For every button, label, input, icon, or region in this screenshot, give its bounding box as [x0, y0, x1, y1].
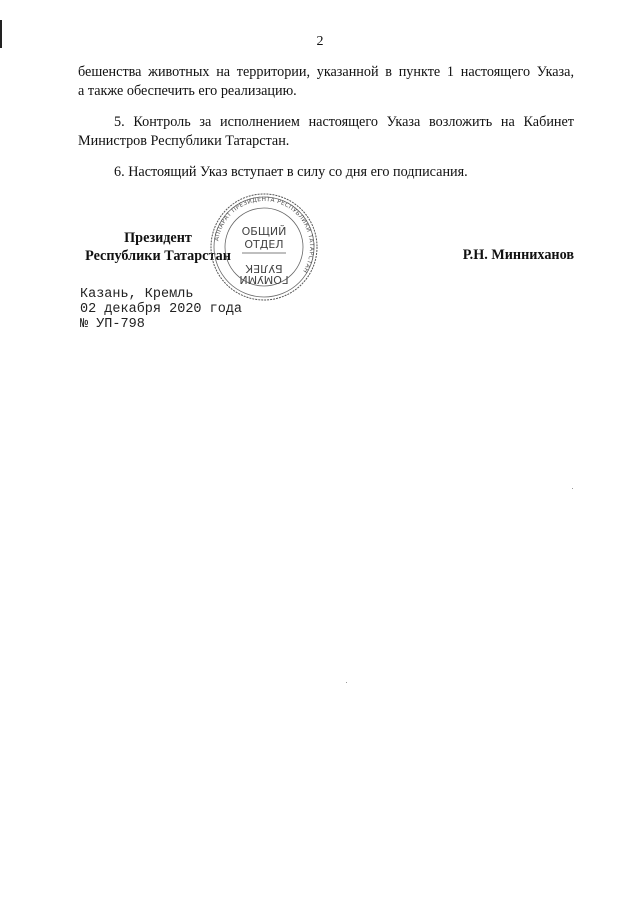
signatory-name: Р.Н. Минниханов — [462, 247, 574, 263]
paragraph-line: Министров Республики Татарстан. — [78, 133, 290, 149]
signatory-title-line: Республики Татарстан — [85, 248, 231, 264]
signatory-title-line: Президент — [124, 230, 192, 246]
scan-speck — [346, 682, 347, 683]
svg-text:БУЛЕК: БУЛЕК — [245, 262, 283, 275]
paragraph-line: бешенства животных на территории, указанной в пункте 1 настоящего Указа, — [78, 64, 574, 80]
official-seal-stamp — [199, 193, 329, 301]
paragraph-line: 6. Настоящий Указ вступает в силу со дня его подписания. — [114, 164, 468, 180]
svg-text:ОТДЕЛ: ОТДЕЛ — [244, 238, 284, 251]
paragraph-line: 5. Контроль за исполнением настоящего Указа возложить на Кабинет — [114, 114, 574, 130]
svg-text:ГОМУМИ: ГОМУМИ — [239, 273, 289, 286]
date-line: 02 декабря 2020 года — [80, 302, 243, 317]
paragraph-5 — [78, 113, 574, 151]
paragraph-line: а также обеспечить его реализацию. — [78, 83, 297, 99]
paragraph-4-continuation — [78, 63, 574, 101]
svg-text:АППАРАТ ПРЕЗИДЕНТА РЕСПУБЛИКИ: АППАРАТ ПРЕЗИДЕНТА РЕСПУБЛИКИ ТАТАРСТАН — [213, 195, 316, 275]
page-number: 2 — [316, 34, 324, 49]
scan-speck — [572, 488, 573, 489]
place-date-block — [80, 287, 242, 332]
paragraph-6 — [78, 163, 574, 182]
svg-text:ОБЩИЙ: ОБЩИЙ — [241, 225, 287, 238]
place-line: Казань, Кремль — [80, 287, 194, 302]
document-number-line: № УП-798 — [80, 317, 145, 332]
